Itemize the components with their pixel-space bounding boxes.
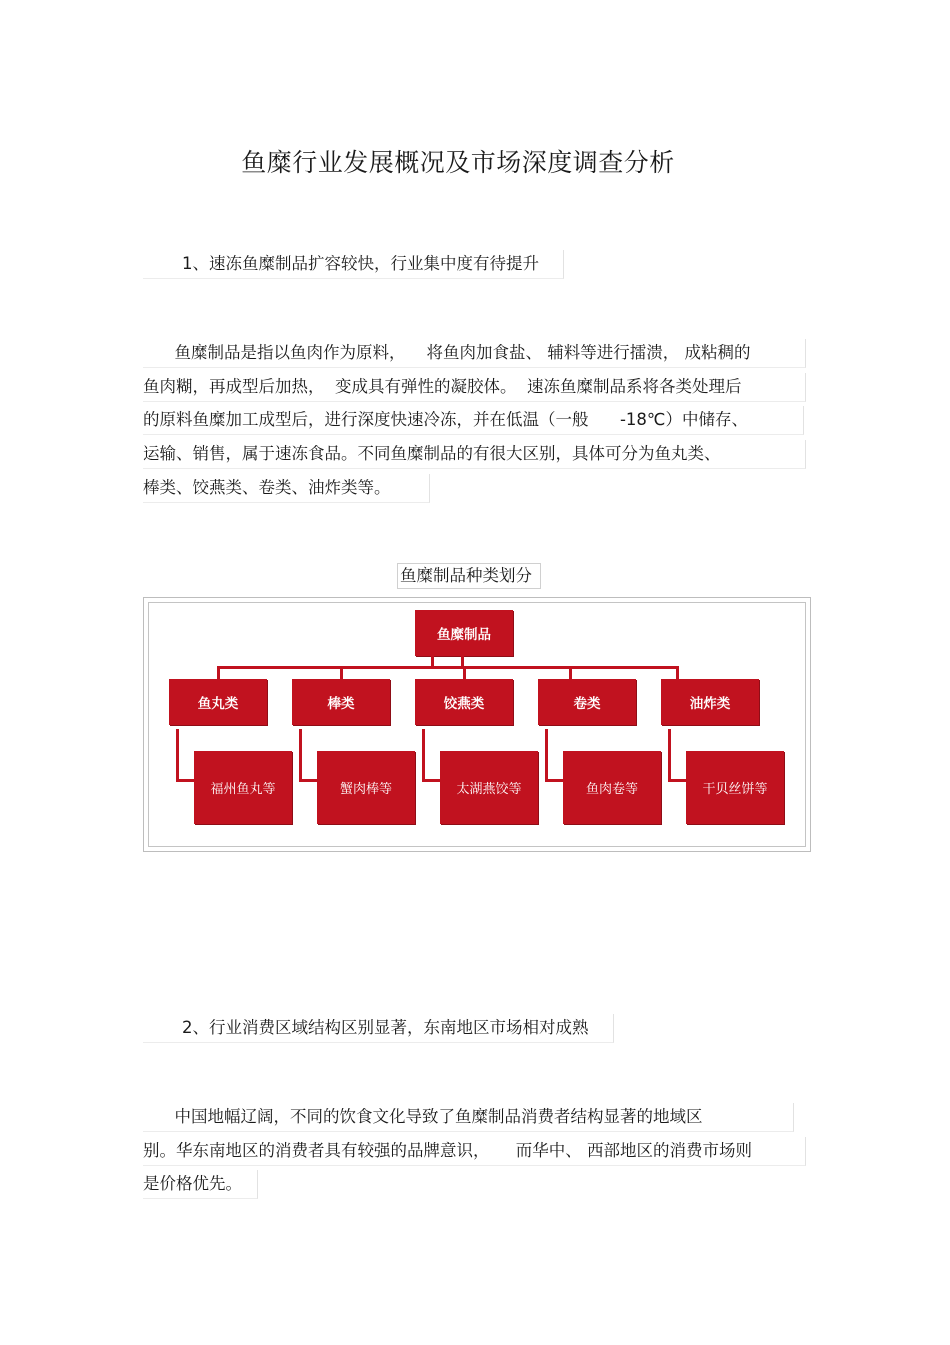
connector <box>676 666 679 679</box>
connector <box>569 666 572 679</box>
connector <box>668 729 671 782</box>
paragraph-line: 的原料鱼糜加工成型后，进行深度快速冷冻，并在低温（一般 -18℃）中储存、 <box>143 406 804 435</box>
category-diagram <box>143 597 811 852</box>
connector <box>463 666 466 679</box>
root-node: 鱼糜制品 <box>415 610 513 656</box>
category-node-fish-ball: 鱼丸类 <box>169 679 267 725</box>
category-node-roll: 卷类 <box>538 679 636 725</box>
connector <box>422 729 425 782</box>
paragraph-line: 棒类、饺燕类、卷类、油炸类等。 <box>143 474 430 503</box>
section-2-heading: 2、行业消费区域结构区别显著，东南地区市场相对成熟 <box>143 1014 614 1043</box>
section-1-heading: 1、速冻鱼糜制品扩容较快，行业集中度有待提升 <box>143 250 564 279</box>
example-node-fish-ball: 福州鱼丸等 <box>194 751 292 824</box>
connector <box>545 729 548 782</box>
page-title: 鱼糜行业发展概况及市场深度调查分析 <box>241 148 675 177</box>
connector <box>176 779 194 782</box>
connector-bar <box>217 666 677 669</box>
figure-caption: 鱼糜制品种类划分 <box>397 563 541 589</box>
example-node-dumpling: 太湖燕饺等 <box>440 751 538 824</box>
example-node-roll: 鱼肉卷等 <box>563 751 661 824</box>
paragraph-line: 鱼糜制品是指以鱼肉作为原料， 将鱼肉加食盐、 辅料等进行擂溃， 成粘稠的 <box>143 339 806 368</box>
example-node-stick: 蟹肉棒等 <box>317 751 415 824</box>
paragraph-line: 鱼肉糊，再成型后加热， 变成具有弹性的凝胶体。 速冻鱼糜制品系将各类处理后 <box>143 373 806 402</box>
paragraph-line: 别。华东南地区的消费者具有较强的品牌意识， 而华中、 西部地区的消费市场则 <box>143 1137 806 1166</box>
connector <box>545 779 563 782</box>
connector <box>299 729 302 782</box>
category-node-stick: 棒类 <box>292 679 390 725</box>
connector <box>299 779 317 782</box>
connector <box>217 666 220 679</box>
paragraph-line: 是价格优先。 <box>143 1170 258 1199</box>
example-node-fried: 干贝丝饼等 <box>686 751 784 824</box>
category-node-dumpling: 饺燕类 <box>415 679 513 725</box>
connector <box>668 779 686 782</box>
diagram-frame <box>148 602 806 847</box>
connector <box>176 729 179 782</box>
paragraph-line: 运输、销售，属于速冻食品。不同鱼糜制品的有很大区别，具体可分为鱼丸类、 <box>143 440 806 469</box>
paragraph-line: 中国地幅辽阔，不同的饮食文化导致了鱼糜制品消费者结构显著的地域区 <box>143 1103 794 1132</box>
connector <box>422 779 440 782</box>
category-node-fried: 油炸类 <box>661 679 759 725</box>
connector <box>340 666 343 679</box>
